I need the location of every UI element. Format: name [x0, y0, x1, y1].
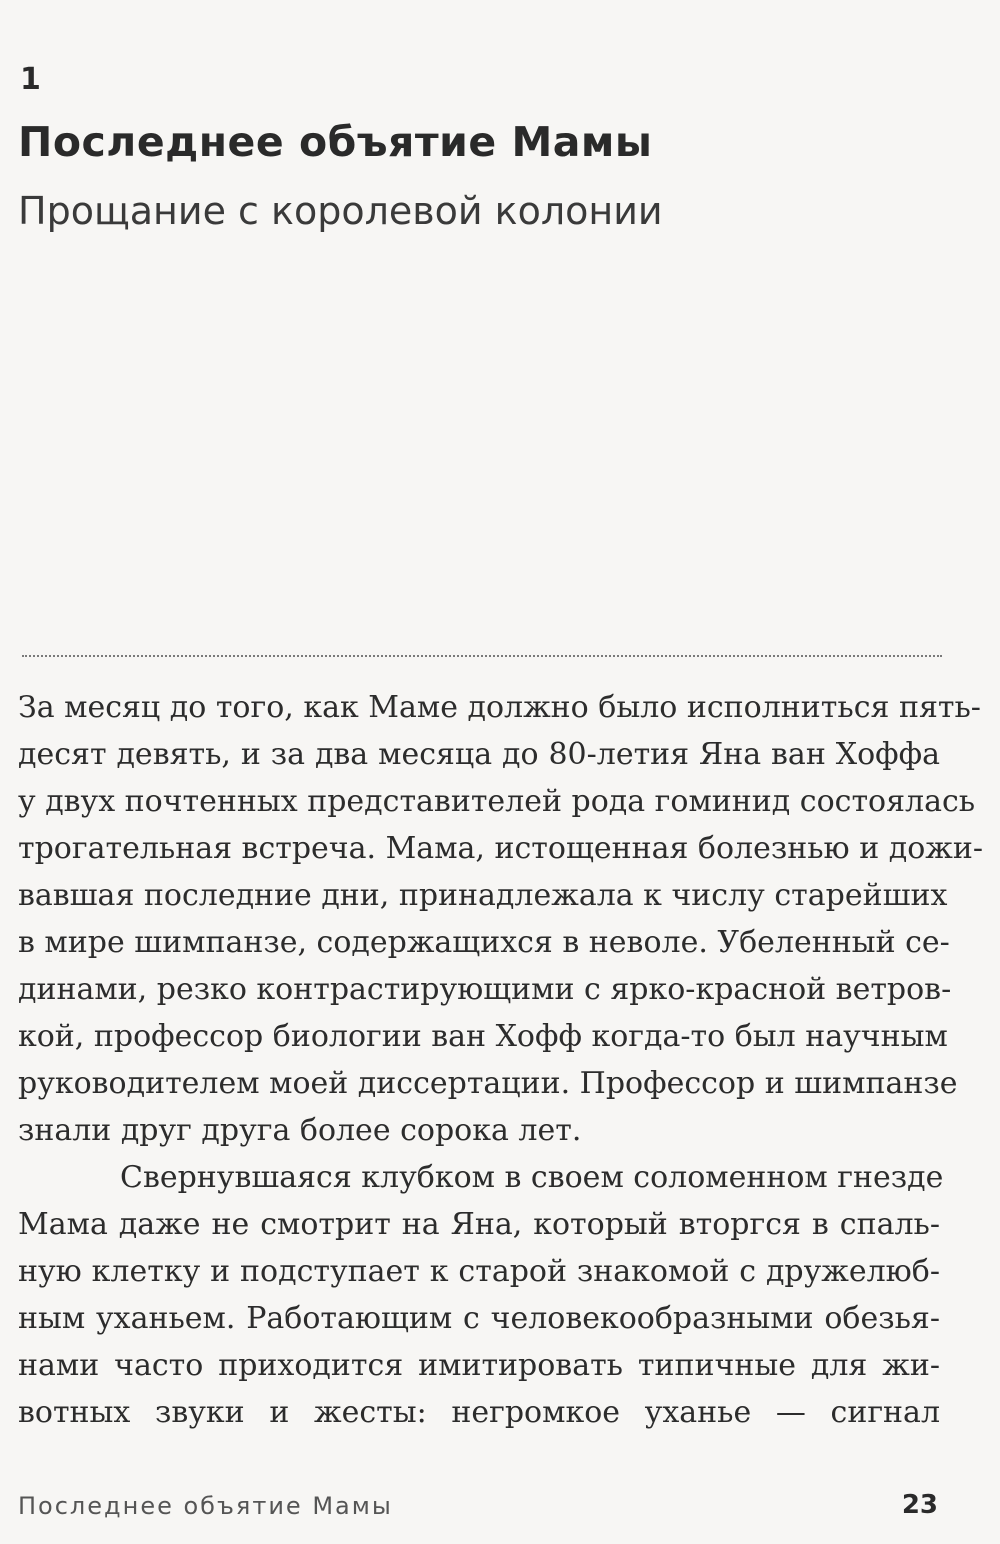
running-title: Последнее объятие Мамы — [18, 1492, 393, 1520]
text-line: трогательная встреча. Мама, истощенная болезнью и дожи- — [18, 831, 983, 866]
chapter-number: 1 — [20, 62, 41, 97]
page-number: 23 — [901, 1490, 938, 1520]
text-line: Мама даже не смотрит на Яна, который вторгся в спаль- — [18, 1207, 940, 1242]
text-line: Свернувшаяся клубком в своем соломенном гнезде — [120, 1160, 944, 1195]
text-line: За месяц до того, как Маме должно было исполниться пять- — [18, 690, 981, 725]
text-line: десят девять, и за два месяца до 80-летия Яна ван Хоффа — [18, 737, 940, 772]
text-line: ным уханьем. Работающим с человекообразными обезья- — [18, 1301, 940, 1336]
text-line: динами, резко контрастирующими с ярко-красной ветров- — [18, 972, 952, 1007]
text-line: у двух почтенных представителей рода гоминид состоялась — [18, 784, 976, 819]
text-line: в мире шимпанзе, содержащихся в неволе. Убеленный се- — [18, 925, 950, 960]
text-line: вотных звуки и жесты: негромкое уханье — сигнал — [18, 1395, 940, 1430]
body-text — [18, 684, 983, 1436]
dotted-divider — [22, 655, 942, 657]
chapter-title: Последнее объятие Мамы — [18, 118, 653, 166]
text-line: ную клетку и подступает к старой знакомой с дружелюб- — [18, 1254, 940, 1289]
text-line: знали друг друга более сорока лет. — [18, 1113, 582, 1148]
text-line: нами часто приходится имитировать типичные для жи- — [18, 1348, 940, 1383]
text-line: кой, профессор биологии ван Хофф когда-то был научным — [18, 1019, 948, 1054]
chapter-subtitle: Прощание с королевой колонии — [18, 189, 663, 233]
text-line: руководителем моей диссертации. Профессор и шимпанзе — [18, 1066, 958, 1101]
text-line: вавшая последние дни, принадлежала к числу старейших — [18, 878, 948, 913]
